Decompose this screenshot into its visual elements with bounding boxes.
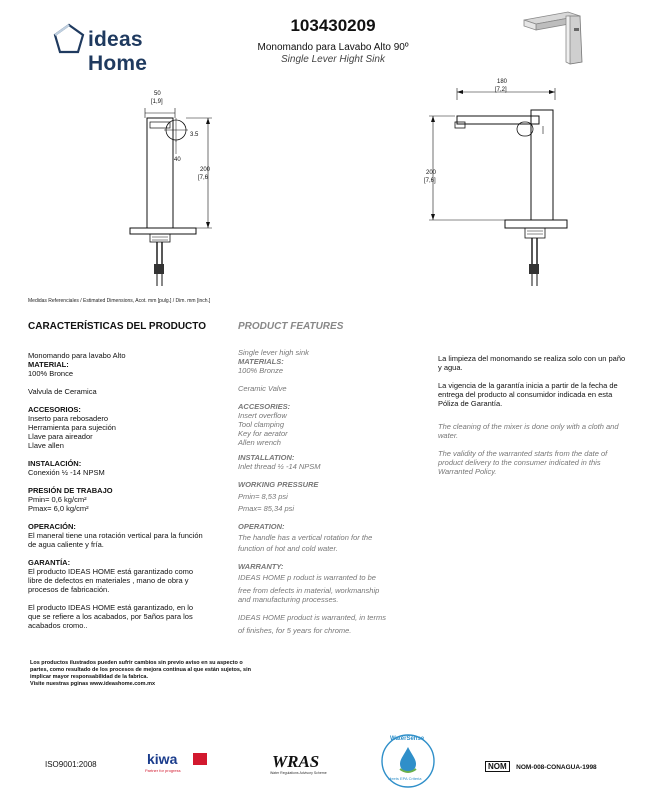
left-height-mm: 200 [200,167,211,173]
left-height-in: [7,6 [198,175,209,181]
es-warranty: El producto IDEAS HOME está garantizado, en lo [28,603,194,612]
en-operation-heading: OPERATION: [238,522,285,531]
es-pmin: Pmin= 0,6 kg/cm² [28,495,87,504]
features-es [28,351,223,630]
right-width-in: [7,2] [495,87,507,93]
care-notes-es [438,354,628,417]
en-warranty: IDEAS HOME product is warranted, in terms [238,613,386,622]
es-warranty: El producto IDEAS HOME está garantizado como [28,567,194,576]
left-width-mm: 50 [154,91,161,97]
en-accessory: Key for aerator [238,429,288,438]
product-code: 103430209 [290,16,376,35]
features-en [238,348,418,635]
wras-logo [270,752,340,778]
es-operation: de agua caliente y fría. [28,540,104,549]
en-pmin: Pmin= 8,53 psi [238,492,288,501]
left-dim-2: 40 [174,157,181,163]
validity-note-en: The validity of the warranted starts from the date of product delivery to the consumer indicated in this Warranted Policy. [438,449,608,476]
en-warranty-heading: WARRANTY: [238,562,284,571]
product-title-en: Single Lever Hight Sink [281,54,385,65]
en-accessory: Insert overflow [238,411,287,420]
es-accessory: Llave para aireador [28,432,93,441]
en-installation: Inlet thread ½ -14 NPSM [238,462,321,471]
es-accessory: Llave allen [28,441,64,450]
product-title-es: Monomando para Lavabo Alto 90º [257,42,409,53]
en-installation-heading: INSTALLATION: [238,453,295,462]
iso-cert: ISO9001:2008 [45,760,97,769]
es-pmax: Pmax= 6,0 kg/cm² [28,504,89,513]
en-line1: Single lever high sink [238,348,309,357]
kiwa-logo-text: kiwa [147,751,178,767]
right-height-mm: 200 [426,170,437,176]
watersense-tagline: Meets EPA Criteria [388,776,422,781]
care-notes-en [438,422,628,485]
en-accessory: Allen wrench [238,438,281,447]
es-warranty: libre de defectos en materiales , mano de obra y [28,576,189,585]
left-width-in: [1,9] [151,99,163,105]
cleaning-note-es: La limpieza del monomando se realiza solo con un paño y agua. [438,354,626,372]
features-heading-es: CARACTERÍSTICAS DEL PRODUCTO [28,321,206,332]
wras-tagline: Water Regulations Advisory Scheme [270,771,327,775]
brand-logo [50,20,200,75]
brand-name: ideas Home [88,28,148,75]
disclaimer-line: Visite nuestras pginas www.ideashome.com.mx [30,681,156,687]
disclaimer-line: Los productos ilustrados pueden sufrir cambios sin previo aviso en su aspecto o [30,660,243,666]
en-operation: function of hot and cold water. [238,544,338,553]
right-width-mm: 180 [497,79,508,85]
kiwa-logo [141,751,211,775]
es-material: 100% Bronce [28,369,74,378]
en-warranty: and manufacturing processes. [238,595,339,604]
en-material-heading: MATERIALS: [238,357,284,366]
disclaimer-note [30,660,290,688]
watersense-title: WaterSense [390,736,425,742]
en-accessories-heading: ACCESORIES: [238,402,291,411]
es-line1: Monomando para lavabo Alto [28,351,126,360]
es-warranty: acabados cromo.. [28,621,88,630]
es-accessory: Herramienta para sujeción [28,423,116,432]
es-installation-heading: INSTALACIÓN: [28,459,82,468]
es-pressure-heading: PRESIÓN DE TRABAJO [28,486,113,495]
en-operation: The handle has a vertical rotation for the [238,533,373,542]
es-material-heading: MATERIAL: [28,360,69,369]
validity-note-es: La vigencia de la garantía inicia a partir de la fecha de entrega del producto al consumidor indicada en esta Póliza de Garantía. [438,381,618,408]
es-valve: Valvula de Ceramica [28,387,97,396]
es-operation-heading: OPERACIÓN: [28,522,76,531]
es-warranty-heading: GARANTÍA: [28,558,71,567]
dimensions-note: Medidas Referenciales / Estimated Dimensions, Acot. mm [pulg.] / Dim. mm [inch.] [28,298,211,304]
en-pressure-heading: WORKING PRESSURE [238,480,319,489]
disclaimer-line: implicar mayor responsabilidad de la fabrica. [30,674,148,680]
en-warranty: IDEAS HOME p roduct is warranted to be [238,573,376,582]
front-view-drawing [415,78,615,288]
en-pmax: Pmax= 85,34 psi [238,504,295,513]
cleaning-note-en: The cleaning of the mixer is done only with a cloth and water. [438,422,619,440]
en-warranty: free from defects in material, workmanship [238,586,380,595]
en-valve: Ceramic Valve [238,384,287,393]
en-accessory: Tool clamping [238,420,284,429]
kiwa-flag-icon [193,753,207,765]
side-view-drawing [100,88,300,293]
en-material: 100% Bronze [238,366,284,375]
es-operation: El maneral tiene una rotación vertical para la función [28,531,203,540]
es-warranty: procesos de fabricación. [28,585,110,594]
nom-standard: NOM-008-CONAGUA-1998 [516,764,597,771]
kiwa-tagline: Partner for progress [145,768,181,773]
wras-logo-text: WRAS [272,752,320,771]
left-dim-1: 3.5 [190,132,199,138]
features-heading-en: PRODUCT FEATURES [238,321,344,332]
right-height-in: [7,6] [424,178,436,184]
watersense-logo [380,733,436,789]
en-warranty: of finishes, for 5 years for chrome. [238,626,352,635]
es-warranty: que se refiere a los acabados, por 5años para los [28,612,193,621]
product-thumbnail [520,8,590,66]
pentagon-logo-icon [52,22,86,56]
es-accessories-heading: ACCESORIOS: [28,405,81,414]
es-accessory: Inserto para rebosadero [28,414,109,423]
nom-cert [485,756,597,774]
disclaimer-line: partes, como resultado de los procesos de mejora continua al que están sujetos, sin [30,667,251,673]
es-installation: Conexión ½ -14 NPSM [28,468,105,477]
nom-logo: NOM [485,761,510,772]
